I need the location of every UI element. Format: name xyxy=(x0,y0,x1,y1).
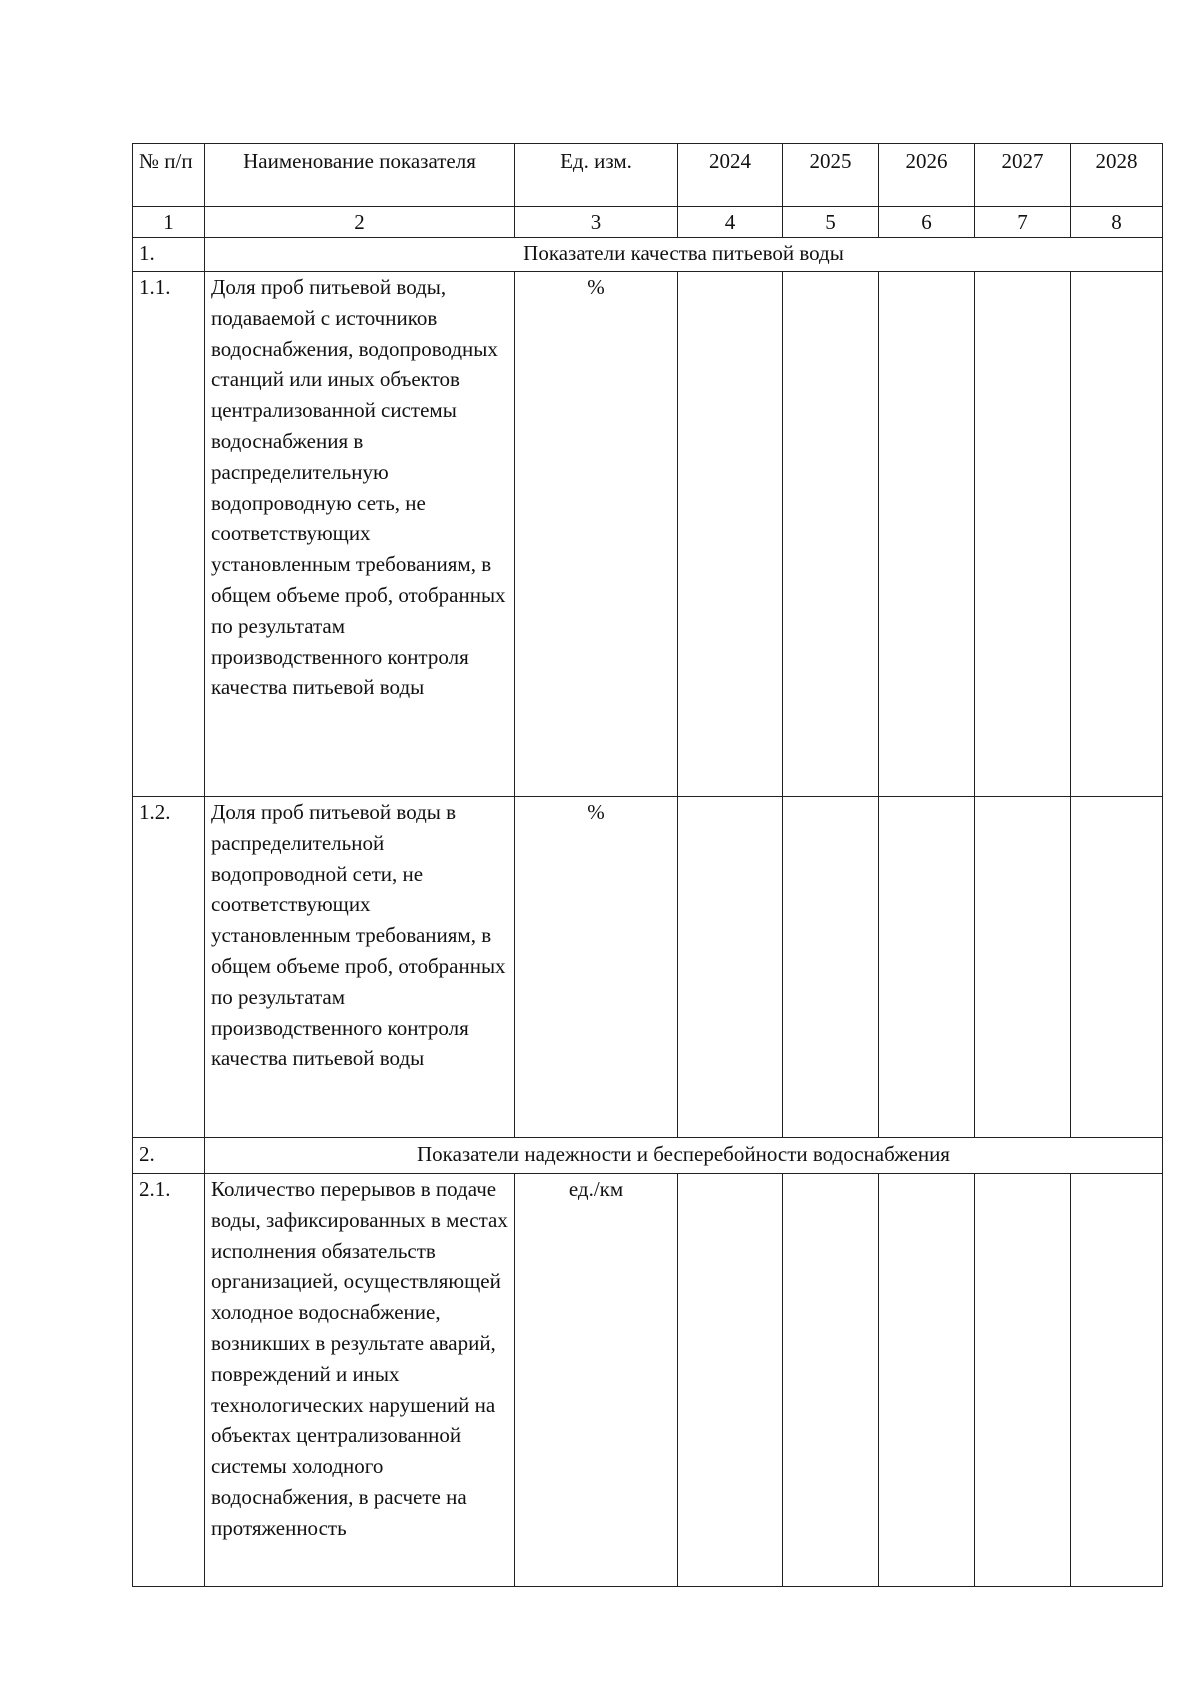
value-cell-2025 xyxy=(783,797,879,1138)
indicator-unit: % xyxy=(515,272,678,797)
section-num: 1. xyxy=(133,238,205,272)
header-year-2024: 2024 xyxy=(678,144,783,207)
indicator-name: Доля проб питьевой воды в распределительной водопроводной сети, не соответствующих установленным требованиям, в общем объеме проб, отобранных по результатам производственного контроля качества питьевой воды xyxy=(205,797,515,1138)
column-number: 4 xyxy=(678,207,783,238)
header-year-2026: 2026 xyxy=(879,144,975,207)
value-cell-2028 xyxy=(1071,1174,1163,1587)
table-row xyxy=(133,797,1163,1138)
value-cell-2028 xyxy=(1071,797,1163,1138)
section-row xyxy=(133,238,1163,272)
header-name: Наименование показателя xyxy=(205,144,515,207)
value-cell-2025 xyxy=(783,1174,879,1587)
value-cell-2027 xyxy=(975,1174,1071,1587)
row-num: 1.1. xyxy=(133,272,205,797)
column-number: 2 xyxy=(205,207,515,238)
value-cell-2027 xyxy=(975,272,1071,797)
section-num: 2. xyxy=(133,1138,205,1174)
section-row xyxy=(133,1138,1163,1174)
table-row xyxy=(133,272,1163,797)
column-number: 5 xyxy=(783,207,879,238)
section-title: Показатели надежности и бесперебойности водоснабжения xyxy=(205,1138,1163,1174)
value-cell-2026 xyxy=(879,1174,975,1587)
column-number: 6 xyxy=(879,207,975,238)
value-cell-2024 xyxy=(678,1174,783,1587)
indicator-name: Количество перерывов в подаче воды, зафиксированных в местах исполнения обязательств организацией, осуществляющей холодное водоснабжение, возникших в результате аварий, повреждений и иных технологических нарушений на объектах централизованной системы холодного водоснабжения, в расчете на протяженность xyxy=(205,1174,515,1587)
header-year-2025: 2025 xyxy=(783,144,879,207)
header-num: № п/п xyxy=(133,144,205,207)
column-number: 7 xyxy=(975,207,1071,238)
value-cell-2028 xyxy=(1071,272,1163,797)
column-number: 1 xyxy=(133,207,205,238)
section-title: Показатели качества питьевой воды xyxy=(205,238,1163,272)
value-cell-2025 xyxy=(783,272,879,797)
indicator-name: Доля проб питьевой воды, подаваемой с источников водоснабжения, водопроводных станций или иных объектов централизованной системы водоснабжения в распределительную водопроводную сеть, не соответствующих установленным требованиям, в общем объеме проб, отобранных по результатам производственного контроля качества питьевой воды xyxy=(205,272,515,797)
header-unit: Ед. изм. xyxy=(515,144,678,207)
value-cell-2026 xyxy=(879,797,975,1138)
indicator-unit: ед./км xyxy=(515,1174,678,1587)
value-cell-2027 xyxy=(975,797,1071,1138)
row-num: 2.1. xyxy=(133,1174,205,1587)
indicator-unit: % xyxy=(515,797,678,1138)
column-number: 3 xyxy=(515,207,678,238)
row-num: 1.2. xyxy=(133,797,205,1138)
column-number: 8 xyxy=(1071,207,1163,238)
value-cell-2024 xyxy=(678,797,783,1138)
indicators-table xyxy=(132,143,1163,1587)
column-number-row xyxy=(133,207,1163,238)
value-cell-2026 xyxy=(879,272,975,797)
table-header-row xyxy=(133,144,1163,207)
table-row xyxy=(133,1174,1163,1587)
header-year-2027: 2027 xyxy=(975,144,1071,207)
header-year-2028: 2028 xyxy=(1071,144,1163,207)
value-cell-2024 xyxy=(678,272,783,797)
